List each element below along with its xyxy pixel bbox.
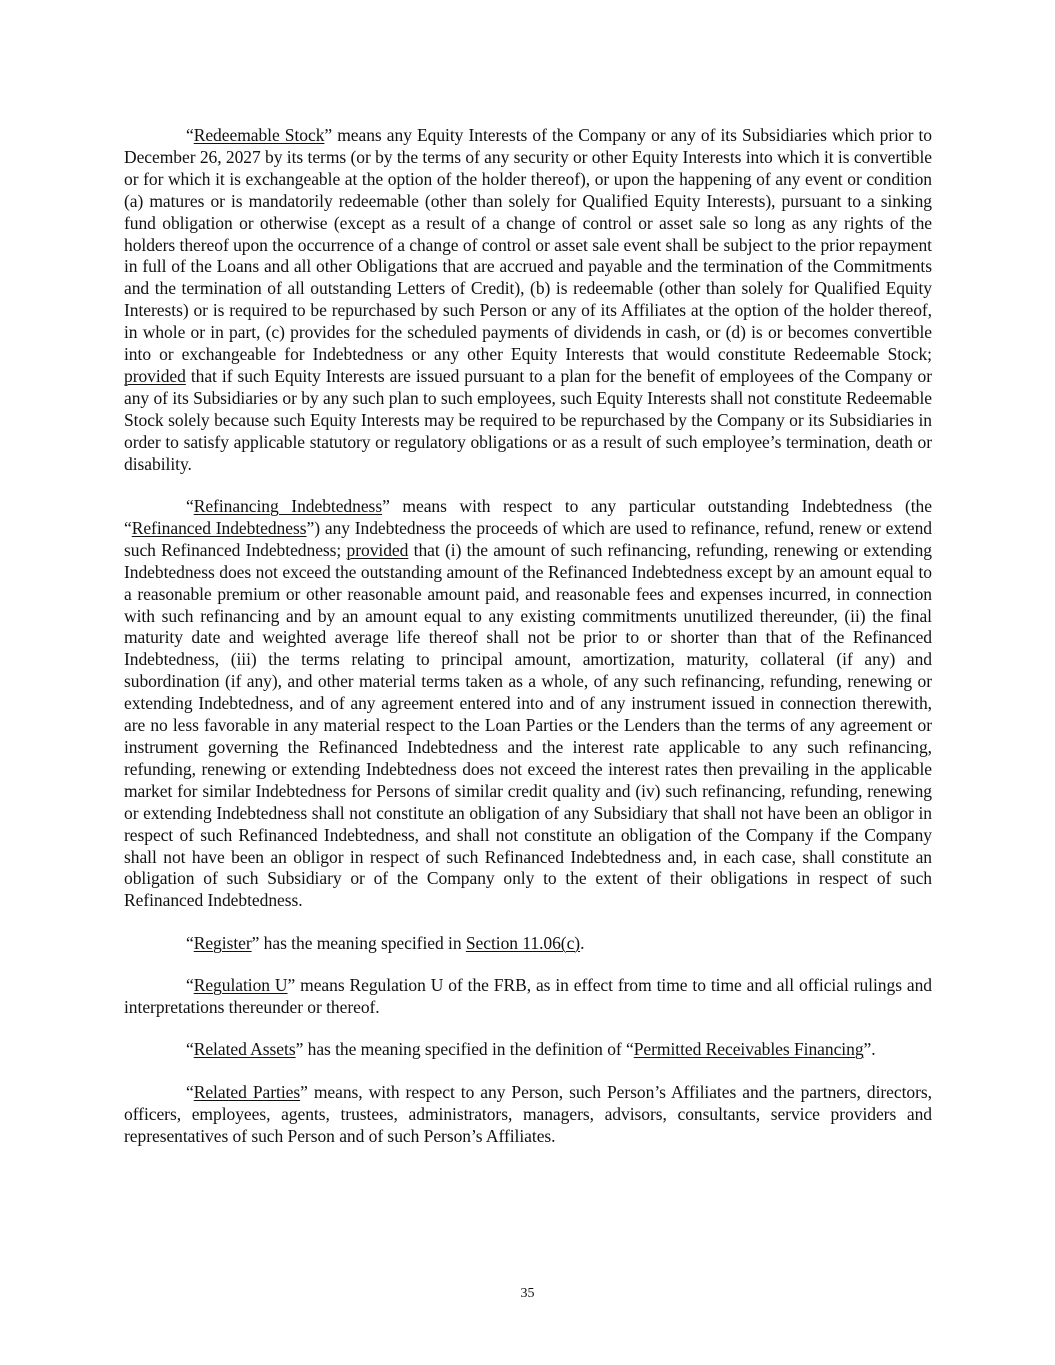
defined-term: Regulation U xyxy=(193,975,288,996)
definition-text: ”. xyxy=(863,1039,876,1060)
open-quote: “ xyxy=(186,1081,194,1102)
defined-term: Related Parties xyxy=(193,1081,301,1102)
definition-text: ” has the meaning specified in the definition of “ xyxy=(295,1039,634,1060)
open-quote: “ xyxy=(186,496,194,516)
definition-text: ” means Regulation U of the FRB, as in effect from time to time and all official rulings and interpretations thereunder or thereof. xyxy=(124,975,932,1018)
defined-term-secondary: Refinanced Indebtedness xyxy=(131,517,307,538)
definition-refinancing-indebtedness xyxy=(124,496,932,912)
definition-regulation-u xyxy=(124,975,932,1019)
definition-text: . xyxy=(580,932,585,953)
defined-term: Refinancing Indebtedness xyxy=(193,496,383,516)
document-body xyxy=(124,125,932,1168)
definition-text: ” has the meaning specified in xyxy=(251,932,466,953)
defined-term: Related Assets xyxy=(193,1039,296,1060)
definition-register xyxy=(124,933,932,955)
definition-text: that (i) the amount of such refinancing, refunding, renewing or extending Indebtedness does not exceed the outstanding amount of the Refinanced Indebtedness except by an amount equal to a reasonable premium or other reasonable amount paid, and reasonable fees and expenses incurred, in connection with such refinancing and by an amount equal to any existing commitments unutilized thereunder, (ii) the final maturity date and weighted average life thereof shall not be prior to or shorter than that of the Refinanced Indebtedness, (iii) the terms relating to principal amount, amortization, maturity, collateral (if any) and subordination (if any), and other material terms taken as a whole, of any such refinancing, refunding, renewing or extending Indebtedness, and of any agreement entered into and of any instrument issued in connection therewith, are no less favorable in any material respect to the Loan Parties or the Lenders than the terms of any agreement or instrument governing the Refinanced Indebtedness and the interest rate applicable to any such refinancing, refunding, renewing or extending Indebtedness does not exceed the interest rates then prevailing in the applicable market for similar Indebtedness for Persons of similar credit quality and (iv) such refinancing, refunding, renewing or extending Indebtedness shall not constitute an obligation of any Subsidiary that shall not have been an obligor in respect of such Refinanced Indebtedness, and shall not constitute an obligation of the Company if the Company shall not have been an obligor in respect of such Refinanced Indebtedness and, in each case, shall constitute an obligation of such Subsidiary or of the Company only to the extent of their obligations in respect of such Refinanced Indebtedness. xyxy=(124,539,932,911)
definition-text: ” means any Equity Interests of the Company or any of its Subsidiaries which prior to December 26, 2027 by its terms (or by the terms of any security or other Equity Interests into which it is convertible or for which it is exchangeable at the option of the holder thereof), or upon the happening of any event or condition (a) matures or is mandatorily redeemable (other than solely for Qualified Equity Interests), pursuant to a sinking fund obligation or otherwise (except as a result of a change of control or asset sale so long as any rights of the holders thereof upon the occurrence of a change of control or asset sale event shall be subject to the prior repayment in full of the Loans and all other Obligations that are accrued and payable and the termination of the Commitments and the termination of all outstanding Letters of Credit), (b) is redeemable (other than solely for Qualified Equity Interests) or is required to be repurchased by such Person or any of its Affiliates at the option of the holder thereof, in whole or in part, (c) provides for the scheduled payments of dividends in cash, or (d) is or becomes convertible into or exchangeable for Indebtedness or any other Equity Interests that would constitute Redeemable Stock; xyxy=(124,125,933,365)
definition-text: ”) any Indebtedness the proceeds of which are used to refinance, refund, renew or extend such Refinanced Indebtedness; xyxy=(124,517,932,560)
cross-reference-term: Permitted Receivables Financing xyxy=(633,1039,864,1060)
defined-term: Register xyxy=(193,932,252,953)
page-number: 35 xyxy=(520,1286,535,1301)
open-quote: “ xyxy=(186,1039,194,1060)
underlined-proviso: provided xyxy=(124,365,186,386)
open-quote: “ xyxy=(186,932,194,953)
open-quote: “ xyxy=(186,125,194,145)
definition-related-assets xyxy=(124,1039,932,1061)
definition-text: ” means, with respect to any Person, such Person’s Affiliates and the partners, directors, officers, employees, agents, trustees, administrators, managers, advisors, consultants, service providers and representatives of such Person and of such Person’s Affiliates. xyxy=(124,1081,932,1146)
definition-related-parties xyxy=(124,1082,932,1148)
definition-redeemable-stock xyxy=(124,125,932,476)
defined-term: Redeemable Stock xyxy=(193,125,325,145)
definition-text: ” means with respect to any particular outstanding Indebtedness (the “ xyxy=(124,496,932,538)
section-reference: Section 11.06(c) xyxy=(465,932,581,953)
underlined-proviso: provided xyxy=(346,539,409,560)
open-quote: “ xyxy=(186,975,194,996)
definition-text: that if such Equity Interests are issued pursuant to a plan for the benefit of employees of the Company or any of its Subsidiaries or by any such plan to such employees, such Equity Interests shall not constitute Redeemable Stock solely because such Equity Interests may be required to be repurchased by the Company or its Subsidiaries in order to satisfy applicable statutory or regulatory obligations or as a result of such employee’s termination, death or disability. xyxy=(124,365,932,474)
